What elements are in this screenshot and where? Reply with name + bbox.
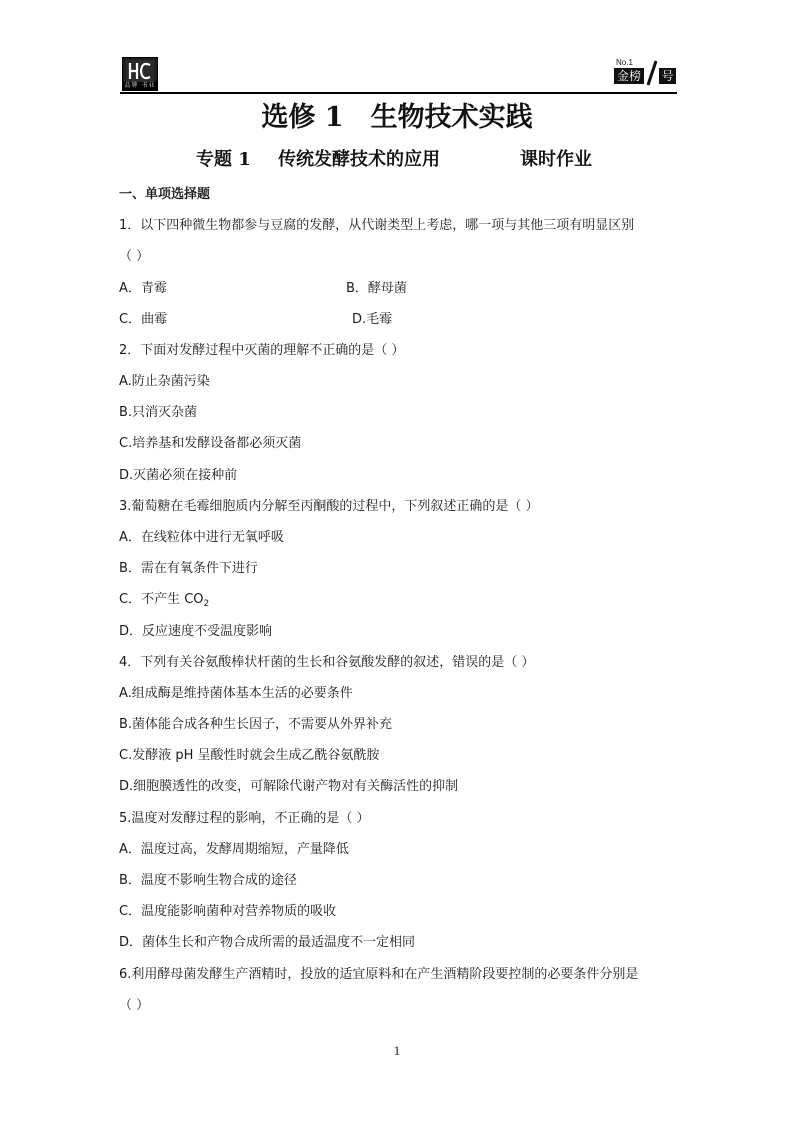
question-2-stem: 2．下面对发酵过程中灭菌的理解不正确的是（ ） [119,343,405,358]
question-6-stem-cont: （ ） [119,998,150,1013]
subtitle-name: 传统发酵技术的应用 [278,149,440,170]
question-5-stem: 5.温度对发酵过程的影响，不正确的是（ ） [119,811,370,826]
q4-option-c: C.发酵液 pH 呈酸性时就会生成乙酰谷氨酰胺 [119,748,380,763]
q5-option-b: B．温度不影响生物合成的途径 [119,873,297,888]
q3-option-a: A．在线粒体中进行无氧呼吸 [119,530,284,545]
hc-logo-icon [126,60,154,82]
q3-option-c-text: C．不产生 CO [119,592,204,607]
page-subtitle [196,147,616,173]
publisher-logo [122,57,158,91]
q1-option-c: C．曲霉 [119,312,168,327]
q3-option-c [119,590,209,610]
question-4-stem: 4．下列有关谷氨酸棒状杆菌的生长和谷氨酸发酵的叙述，错误的是（ ） [119,655,535,670]
q4-option-d: D.细胞膜透性的改变，可解除代谢产物对有关酶活性的抑制 [119,779,459,794]
page-number: 1 [393,1043,401,1058]
q2-option-c: C.培养基和发酵设备都必须灭菌 [119,436,302,451]
jinbang-logo [614,58,676,88]
header-divider [120,92,677,94]
q2-option-a: A.防止杂菌污染 [119,374,210,389]
q3-option-d: D．反应速度不受温度影响 [119,624,273,639]
question-1-stem: 1．以下四种微生物都参与豆腐的发酵，从代谢类型上考虑，哪一项与其他三项有明显区别 [119,218,635,233]
logo-jinbang: 金榜 [614,68,644,84]
slash-one-icon [644,60,660,86]
q4-option-b: B.菌体能合成各种生长因子，不需要从外界补充 [119,717,393,732]
q4-option-a: A.组成酶是维持菌体基本生活的必要条件 [119,686,353,701]
question-6-stem: 6.利用酵母菌发酵生产酒精时，投放的适宜原料和在产生酒精阶段要控制的必要条件分别是 [119,967,639,982]
logo-no1: No.1 [616,58,633,67]
question-1-stem-cont: （ ） [119,249,150,264]
q2-option-b: B.只消灭杂菌 [119,405,198,420]
q1-option-a: A．青霉 [119,281,167,296]
q1-option-d: D.毛霉 [352,312,393,327]
q1-option-b: B．酵母菌 [346,281,407,296]
logo-hao: 号 [659,68,676,84]
co2-subscript: 2 [203,599,210,609]
q2-option-d: D.灭菌必须在接种前 [119,468,238,483]
logo-caption: 品牌 书业 [124,82,156,89]
question-3-stem: 3.葡萄糖在毛霉细胞质内分解至丙酮酸的过程中，下列叙述正确的是（ ） [119,499,539,514]
section-heading: 一、单项选择题 [119,187,211,202]
q5-option-d: D．菌体生长和产物合成所需的最适温度不一定相同 [119,935,416,950]
q3-option-b: B．需在有氧条件下进行 [119,561,258,576]
subtitle-topic: 专题 1 [196,149,251,170]
page-title: 选修 1 生物技术实践 [261,102,533,133]
subtitle-type: 课时作业 [520,149,592,170]
q5-option-a: A．温度过高，发酵周期缩短，产量降低 [119,842,349,857]
q5-option-c: C．温度能影响菌种对营养物质的吸收 [119,904,337,919]
